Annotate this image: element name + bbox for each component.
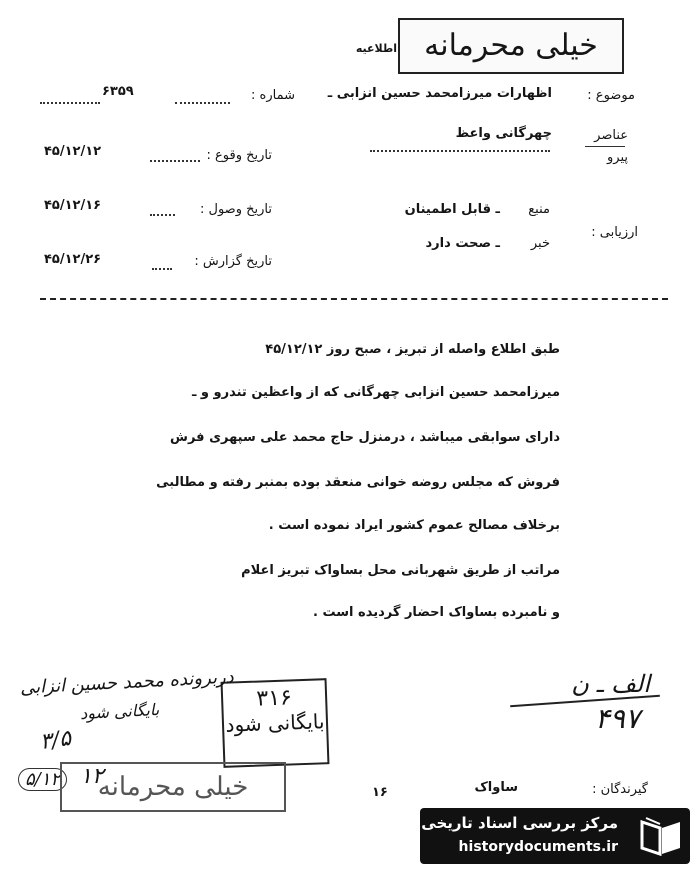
body-line-4: فروش که مجلس روضه خوانی منعقد بوده بمنبر رفته و مطالبی [156, 475, 560, 490]
body-line-7: و نامبرده بساواک احضار گردیده است . [313, 605, 560, 620]
handwritten-note-right: الف ـ ن [571, 670, 650, 698]
watermark-line1: مرکز بررسی اسناد تاریخی [421, 814, 618, 832]
classification-label: اطلاعیه [355, 42, 397, 55]
evaluation-label: ارزیابی : [591, 225, 638, 240]
bottom-stamp-text: خیلی محرمانه [97, 772, 249, 802]
handwritten-left-line3: ۳/۵ [38, 725, 73, 756]
recipients-value: ساواک [474, 780, 518, 795]
book-logo-icon [638, 814, 684, 858]
news-label: خبر [530, 236, 550, 251]
handwritten-number-right: ۴۹۷ [594, 702, 640, 735]
page-number: ۱۶ [372, 785, 388, 800]
date-occurrence-label: تاریخ وقوع : [206, 148, 272, 163]
recipients-label: گیرندگان : [592, 782, 648, 797]
handwritten-left-line2: بایگانی شود [79, 699, 160, 724]
source-label: منبع [528, 202, 550, 217]
body-line-6: مراتب از طریق شهربانی محل بساواک تبریز اعلام [241, 563, 560, 578]
number-dotted-line [175, 102, 230, 104]
date-report-label: تاریخ گزارش : [194, 254, 272, 269]
date-occurrence-dotted-line [150, 160, 200, 162]
body-line-3: دارای سوابقی میباشد ، درمنزل حاج محمد علی سپهری فرش [170, 430, 560, 445]
date-receipt-value: ۴۵/۱۲/۱۶ [44, 198, 102, 213]
archive-stamp [221, 678, 330, 768]
date-occurrence-value: ۴۵/۱۲/۱۲ [44, 144, 102, 159]
archive-stamp-text: بایگانی شود [225, 709, 325, 737]
number-dotted-line-left [40, 102, 100, 104]
number-value: ۶۳۵۹ [102, 84, 134, 99]
body-line-2: میرزامحمد حسین انزابی چهرگانی که از واعظین تندرو و ـ [191, 385, 560, 400]
date-receipt-label: تاریخ وصول : [200, 202, 272, 217]
elements-value: چهرگانی واعظ [455, 126, 552, 141]
classification-stamp-text: خیلی محرمانه [424, 28, 598, 63]
classification-stamp [398, 18, 624, 74]
date-receipt-dotted-line [150, 214, 175, 216]
news-value: ـ صحت دارد [425, 236, 500, 251]
bottom-left-code: ۵/۱۲ [18, 768, 67, 791]
subject-label: موضوع : [587, 88, 635, 103]
date-report-dotted-line [152, 268, 172, 270]
bottom-left-mark: ۱۲ [80, 764, 104, 789]
bottom-classification-stamp [60, 762, 286, 812]
watermark [420, 808, 690, 864]
elements-dotted-line [370, 150, 550, 152]
watermark-line2: historydocuments.ir [458, 839, 618, 855]
subject-value: اظهارات میرزامحمد حسین انزابی ـ [327, 86, 552, 101]
elements-divider [585, 146, 625, 147]
body-line-5: برخلاف مصالح عموم کشور ایراد نموده است . [268, 518, 560, 533]
handwritten-left-line1: دربرونده محمد حسین انزابی [19, 666, 235, 699]
number-label: شماره : [251, 88, 295, 103]
elements-label: عناصر [594, 128, 628, 143]
date-report-value: ۴۵/۱۲/۲۶ [44, 252, 102, 267]
archive-stamp-number: ۳۱۶ [255, 685, 293, 712]
header-separator [40, 298, 668, 300]
source-value: ـ قابل اطمینان [404, 202, 500, 217]
followup-label: پیرو [607, 150, 628, 165]
body-line-1: طبق اطلاع واصله از تبریز ، صبح روز ۴۵/۱۲/۱۲ [265, 342, 560, 357]
